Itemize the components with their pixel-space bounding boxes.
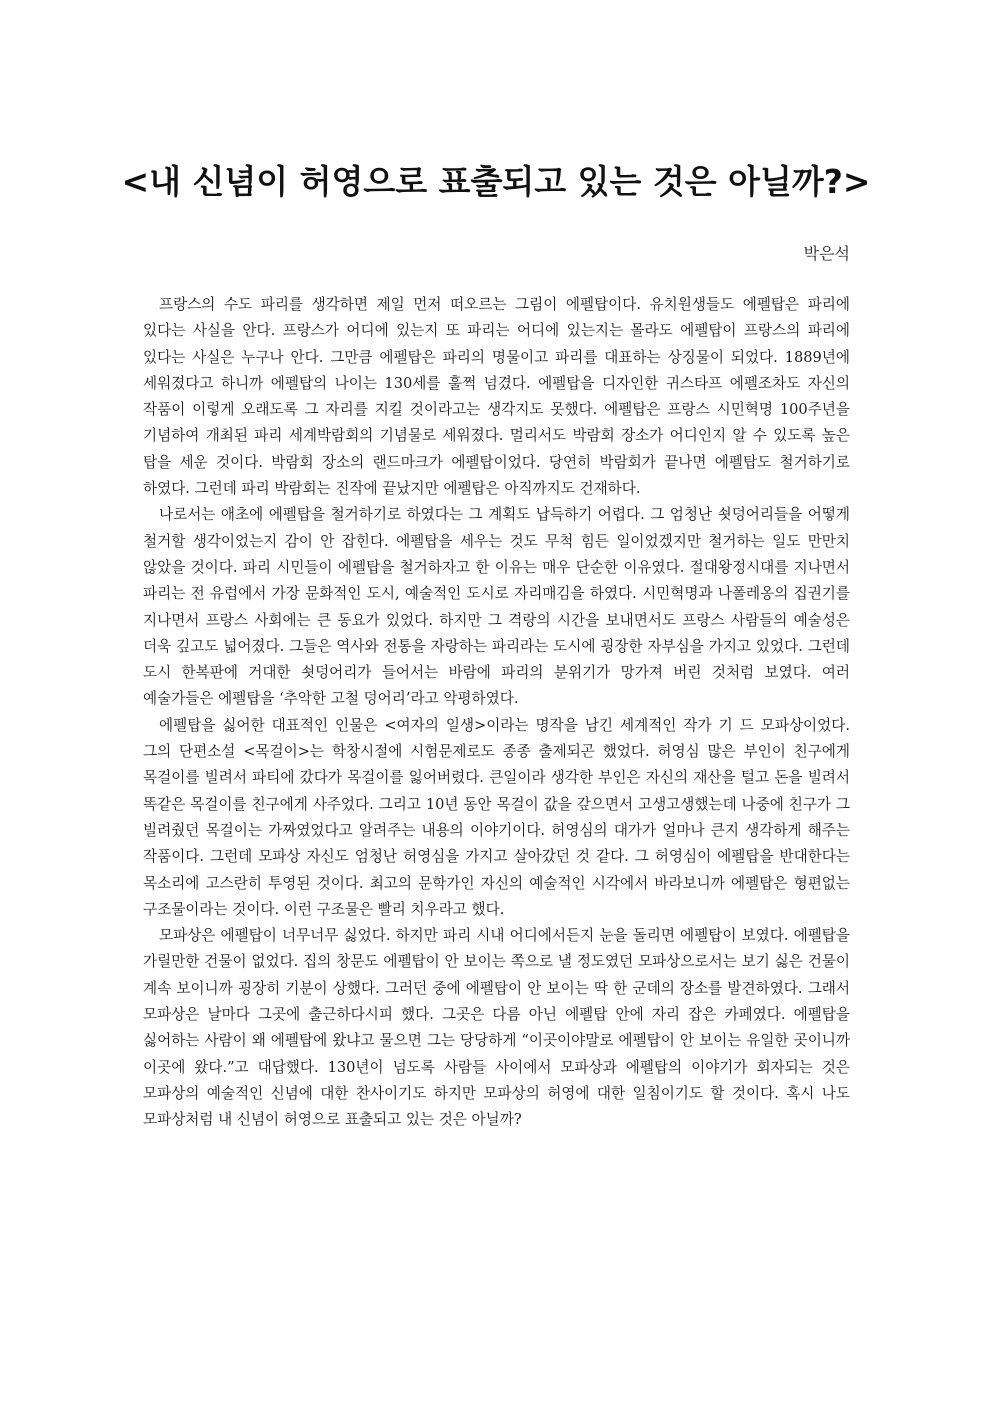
paragraph: 모파상은 에펠탑이 너무너무 싫었다. 하지만 파리 시내 어디에서든지 눈을 돌리면 에펠탑이 보였다. 에펠탑을 가릴만한 건물이 없었다. 집의 창문도 에펠탑이 안 보이는 쪽으로 낼 정도였던 모파상으로서는 보기 싫은 건물이 계속 보이니까 굉장히 기분이 상했다. 그러던 중에 에펠탑이 안 보이는 딱 한 군데의 장소를 발견하였다. 그래서 모파상은 날마다 그곳에 출근하다시피 했다. 그곳은 다름 아닌 에펠탑 안에 자리 잡은 카페였다. 에펠탑을 싫어하는 사람이 왜 에펠탑에 왔냐고 물으면 그는 당당하게 “이곳이야말로 에펠탑이 안 보이는 유일한 곳이니까 이곳에 왔다.”고 대답했다. 130년이 넘도록 사람들 사이에서 모파상과 에펠탑의 이야기가 회자되는 것은 모파상의 예술적인 신념에 대한 찬사이기도 하지만 모파상의 허영에 대한 일침이기도 할 것이다. 혹시 나도 모파상처럼 내 신념이 허영으로 표출되고 있는 것은 아닐까? — [143, 927, 850, 1129]
paragraph: 프랑스의 수도 파리를 생각하면 제일 먼저 떠오르는 그림이 에펠탑이다. 유치원생들도 에펠탑은 파리에 있다는 사실을 안다. 프랑스가 어디에 있는지 또 파리는 어디에 있는지는 몰라도 에펠탑이 프랑스의 파리에 있다는 사실은 누구나 안다. 그만큼 에펠탑은 파리의 명물이고 파리를 대표하는 상징물이 되었다. 1889년에 세워졌다고 하니까 에펠탑의 나이는 130세를 훌쩍 넘겼다. 에펠탑을 디자인한 귀스타프 에펠조차도 자신의 작품이 이렇게 오래도록 그 자리를 지킬 것이라고는 생각지도 못했다. 에펠탑은 프랑스 시민혁명 100주년을 기념하여 개최된 파리 세계박람회의 기념물로 세워졌다. 멀리서도 박람회 장소가 어디인지 알 수 있도록 높은 탑을 세운 것이다. 박람회 장소의 랜드마크가 에펠탑이었다. 당연히 박람회가 끝나면 에펠탑도 철거하기로 하였다. 그런데 파리 박람회는 진작에 끝났지만 에펠탑은 아직까지도 건재하다. — [143, 296, 850, 498]
author-name: 박은석 — [803, 244, 850, 263]
paragraph: 에펠탑을 싫어한 대표적인 인물은 <여자의 일생>이라는 명작을 남긴 세계적인 작가 기 드 모파상이었다. 그의 단편소설 <목걸이>는 학창시절에 시험문제로도 종종 출제되곤 했었다. 허영심 많은 부인이 친구에게 목걸이를 빌려서 파티에 갔다가 목걸이를 잃어버렸다. 큰일이라 생각한 부인은 자신의 재산을 털고 돈을 빌려서 똑같은 목걸이를 친구에게 사주었다. 그리고 10년 동안 목걸이 값을 갚으면서 고생고생했는데 나중에 친구가 그 빌려줬던 목걸이는 가짜였었다고 알려주는 내용의 이야기이다. 허영심의 대가가 얼마나 큰지 생각하게 해주는 작품이다. 그런데 모파상 자신도 엄청난 허영심을 가지고 살아갔던 것 같다. 그 허영심이 에펠탑을 반대한다는 목소리에 고스란히 투영된 것이다. 최고의 문학가인 자신의 예술적인 시각에서 바라보니까 에펠탑은 형편없는 구조물이라는 것이다. 이런 구조물은 빨리 치우라고 했다. — [143, 716, 850, 918]
document-body — [143, 292, 850, 1134]
paragraph: 나로서는 애초에 에펠탑을 철거하기로 하였다는 그 계획도 납득하기 어렵다. 그 엄청난 쇳덩어리들을 어떻게 철거할 생각이었는지 감이 안 잡힌다. 에펠탑을 세우는 것도 무척 힘든 일이었겠지만 철거하는 일도 만만치 않았을 것이다. 파리 시민들이 에펠탑을 철거하자고 한 이유는 매우 단순한 이유였다. 절대왕정시대를 지나면서 파리는 전 유럽에서 가장 문화적인 도시, 예술적인 도시로 자리매김을 하였다. 시민혁명과 나폴레옹의 집권기를 지나면서 프랑스 사회에는 큰 동요가 있었다. 하지만 그 격랑의 시간을 보내면서도 프랑스 사람들의 예술성은 더욱 깊고도 넓어졌다. 그들은 역사와 전통을 자랑하는 파리라는 도시에 굉장한 자부심을 가지고 있었다. 그런데 도시 한복판에 거대한 쇳덩어리가 들어서는 바람에 파리의 분위기가 망가져 버린 것처럼 보였다. 여러 예술가들은 에펠탑을 ‘추악한 고철 덩어리’라고 악평하였다. — [143, 506, 850, 708]
document-title: <내 신념이 허영으로 표출되고 있는 것은 아닐까?> — [121, 162, 871, 201]
